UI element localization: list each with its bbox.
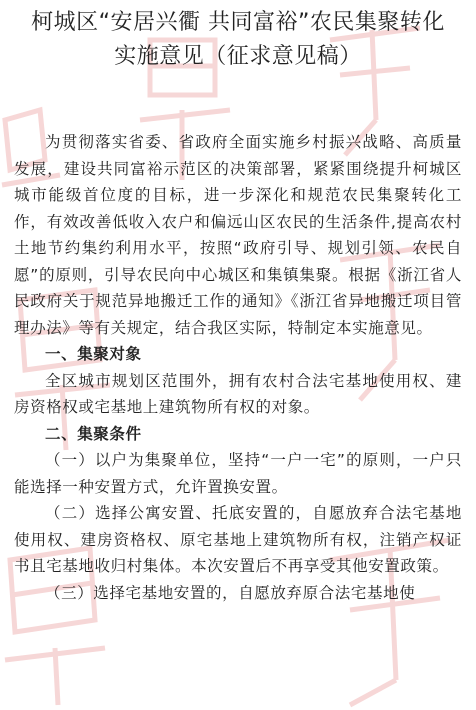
- condition-item-3: （三）选择宅基地安置的，自愿放弃原合法宅基地使: [45, 583, 416, 602]
- title-line-1: 柯城区“安居兴衢 共同富裕”农民集聚转化: [31, 10, 445, 35]
- title-line-2: 实施意见（征求意见稿）: [114, 44, 362, 69]
- section-heading-1: 一、集聚对象: [45, 345, 142, 363]
- condition-item-2: （二）选择公寓安置、托底安置的，自愿放弃合法宅基地使用权、建房资格权、原宅基地上建筑物所有权，注销产权证书且宅基地收归村集体。本次安置后不再享受其他安置政策。: [14, 504, 462, 575]
- section-heading-2: 二、集聚条件: [45, 424, 142, 443]
- condition-item-1: （一）以户为集聚单位，坚持“一户一宅”的原则，一户只能选择一种安置方式，允许置换安置。: [14, 451, 462, 496]
- section-1-paragraph: 全区城市规划区范围外，拥有农村合法宅基地使用权、建房资格权或宅基地上建筑物所有权的对象。: [14, 371, 462, 416]
- document-title: [14, 6, 462, 74]
- intro-paragraph: 为贯彻落实省委、省政府全面实施乡村振兴战略、高质量发展，建设共同富裕示范区的决策部署，紧紧围绕提升柯城区城市能级首位度的目标，进一步深化和规范农民集聚转化工作，有效改善低收入农户和偏远山区农民的生活条件,提高农村土地节约集约利用水平，按照“政府引导、规划引领、农民自愿”的原则，引导农民向中心城区和集镇集聚。根据《浙江省人民政府关于规范异地搬迁工作的通知》《浙江省异地搬迁项目管理办法》等有关规定，结合我区实际，特制定本实施意见。: [14, 133, 462, 337]
- document-body: [14, 129, 462, 606]
